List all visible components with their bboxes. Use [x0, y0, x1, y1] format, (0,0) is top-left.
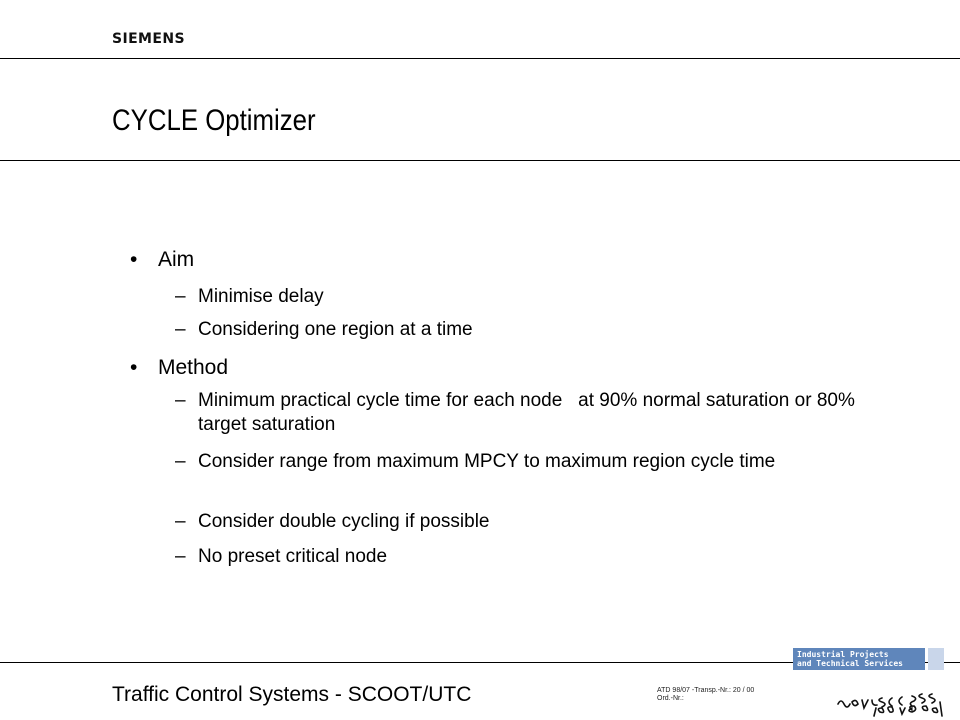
brand-accent: [928, 648, 944, 670]
bullet-label: Method: [158, 356, 229, 379]
brand-line: Industrial Projects: [797, 650, 889, 659]
sub-item: [175, 389, 861, 437]
footer-title: Traffic Control Systems - SCOOT/UTC: [112, 683, 472, 706]
sub-item-text: Considering one region at a time: [198, 319, 473, 340]
brand-text: [797, 650, 903, 668]
sub-item-text: Minimise delay: [198, 286, 324, 307]
dash-marker: –: [175, 451, 186, 472]
brand-line: and Technical Services: [797, 659, 903, 668]
reference-line: Ord.-Nr.:: [657, 695, 684, 702]
sub-item-text: Minimum practical cycle time for each node at 90% normal saturation or 80% target saturation: [198, 390, 861, 435]
sub-item-text: Consider range from maximum MPCY to maximum region cycle time: [198, 451, 776, 472]
dash-marker: –: [175, 511, 186, 532]
bullet-dot: •: [130, 248, 138, 271]
sub-item-text: No preset critical node: [198, 546, 388, 567]
bullet-label: Aim: [158, 248, 195, 271]
sub-item: [175, 510, 855, 534]
dash-marker: –: [175, 286, 186, 307]
reference-line: ATD 98/07 -Transp.-Nr.: 20 / 00: [657, 687, 755, 694]
dash-marker: –: [175, 390, 186, 411]
bullet-method: [130, 356, 228, 380]
sub-item: [175, 285, 855, 309]
bullet-aim: [130, 248, 194, 272]
sub-item: [175, 450, 855, 474]
siemens-logo: SIEMENS: [112, 31, 185, 47]
dash-marker: –: [175, 546, 186, 567]
dash-marker: –: [175, 319, 186, 340]
slogan-signature-icon: [830, 676, 960, 720]
bullet-dot: •: [130, 356, 138, 379]
sub-item: [175, 545, 855, 569]
brand-badge: [793, 648, 925, 670]
slide-title: CYCLE Optimizer: [112, 104, 316, 137]
sub-item-text: Consider double cycling if possible: [198, 511, 490, 532]
document-reference: [657, 687, 754, 703]
sub-item: [175, 318, 855, 342]
